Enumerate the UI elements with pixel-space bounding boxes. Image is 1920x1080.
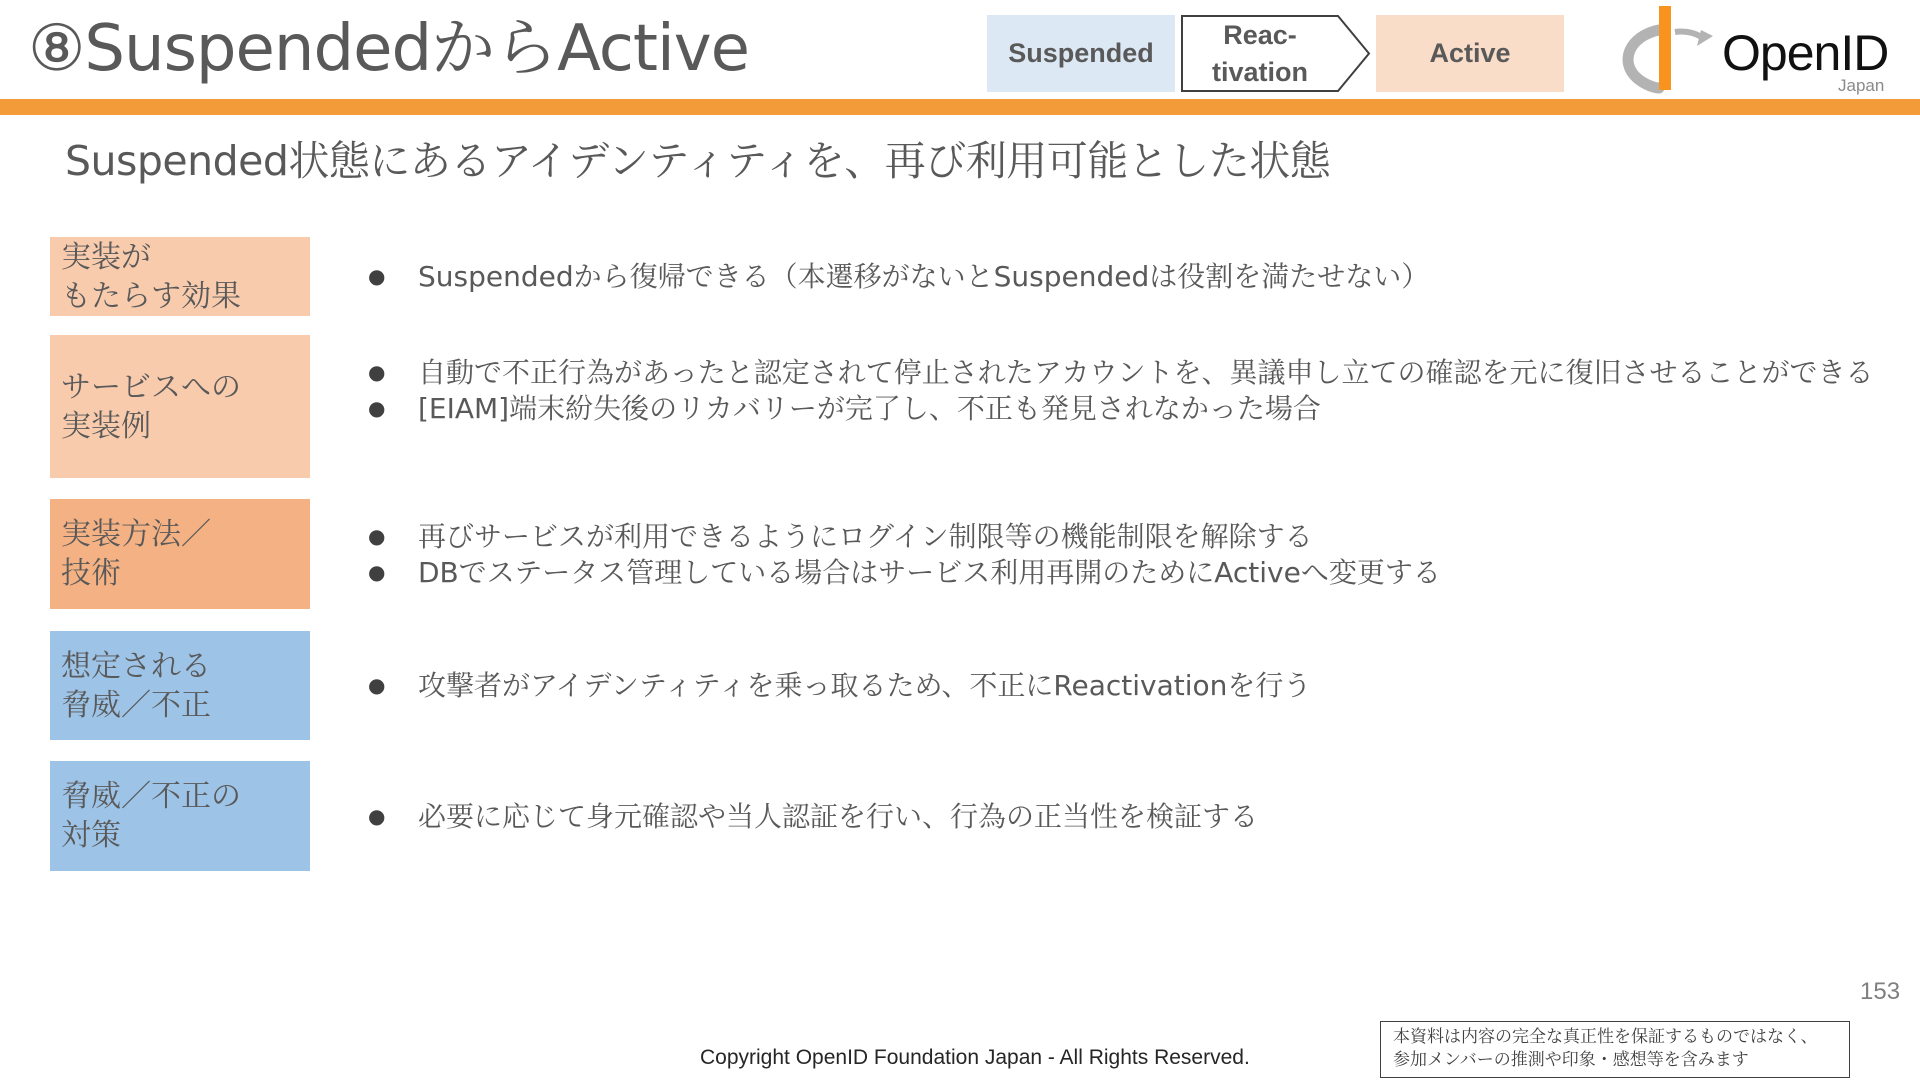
row-bullets-method [368, 520, 1888, 589]
openid-logo [1615, 2, 1915, 97]
slide-subtitle: Suspended状態にあるアイデンティティを、再び利用可能とした状態 [65, 137, 1331, 185]
disclaimer-box: 本資料は内容の完全な真正性を保証するものではなく、 参加メンバーの推測や印象・感想等を含みます [1380, 1021, 1850, 1078]
row-label-countermeasures: 脅威／不正の 対策 [50, 761, 310, 871]
copyright-notice: Copyright OpenID Foundation Japan - All Rights Reserved. [700, 1046, 1250, 1069]
bullet-item: ● 攻撃者がアイデンティティを乗っ取るため、不正にReactivationを行う [368, 669, 1888, 702]
row-label-method: 実装方法／ 技術 [50, 499, 310, 609]
bullet-item: ● [EIAM]端末紛失後のリカバリーが完了し、不正も発見されなかった場合 [368, 392, 1888, 425]
row-bullets-examples [368, 356, 1888, 425]
logo-subtext: Japan [1838, 76, 1885, 95]
row-bullets-countermeasures [368, 800, 1888, 833]
bullet-item: ● 必要に応じて身元確認や当人認証を行い、行為の正当性を検証する [368, 800, 1888, 833]
flow-state-suspended: Suspended [987, 15, 1175, 92]
bullet-item: ● DBでステータス管理している場合はサービス利用再開のためにActiveへ変更する [368, 556, 1888, 589]
flow-transition-label: Reac- tivation [1211, 19, 1308, 87]
row-bullets-threats [368, 669, 1888, 702]
row-label-effect: 実装が もたらす効果 [50, 237, 310, 316]
flow-state-active: Active [1376, 15, 1564, 92]
slide-title: ⑧SuspendedからActive [28, 12, 750, 86]
bullet-item: ● 自動で不正行為があったと認定されて停止されたアカウントを、異議申し立ての確認を元に復旧させることができる [368, 356, 1888, 389]
page-number: 153 [1860, 978, 1901, 1005]
bullet-item: ● Suspendedから復帰できる（本遷移がないとSuspendedは役割を満たせない） [368, 260, 1888, 293]
header-accent-bar [0, 99, 1920, 115]
row-label-threats: 想定される 脅威／不正 [50, 631, 310, 740]
row-bullets-effect [368, 260, 1888, 293]
logo-wordmark: OpenID [1722, 25, 1889, 81]
bullet-item: ● 再びサービスが利用できるようにログイン制限等の機能制限を解除する [368, 520, 1888, 553]
openid-mark-icon [1615, 2, 1725, 97]
row-label-examples: サービスへの 実装例 [50, 335, 310, 478]
flow-transition-arrow [1180, 14, 1372, 93]
